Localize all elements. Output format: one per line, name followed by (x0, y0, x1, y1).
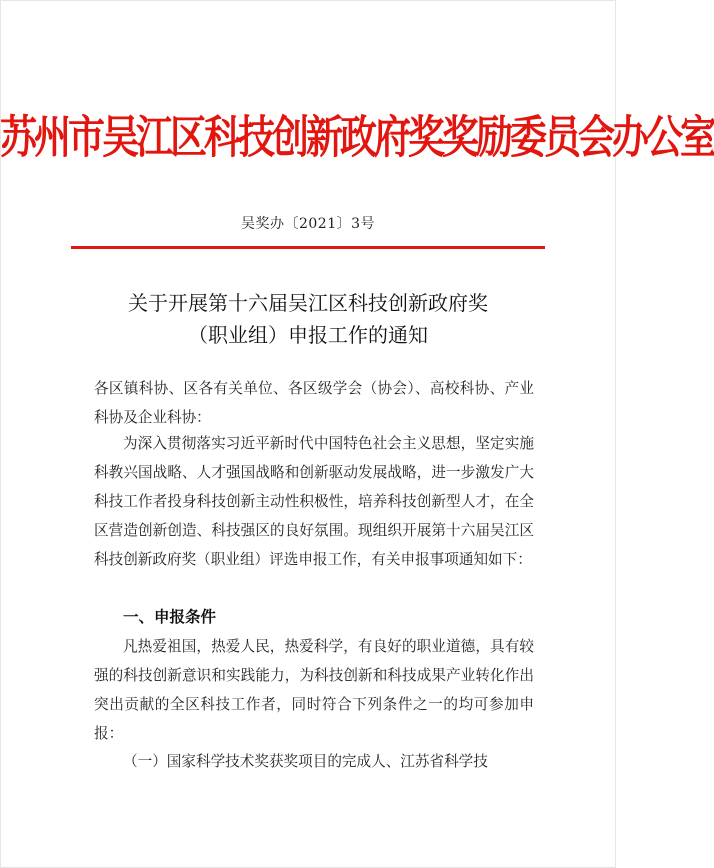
conditions-paragraph: 凡热爱祖国，热爱人民，热爱科学，有良好的职业道德，具有较强的科技创新意识和实践能力，为科技创新和科技成果产业转化作出突出贡献的全区科技工作者，同时符合下列条件之一的均可参加申报： (94, 638, 534, 742)
salutation-paragraph: 各区镇科协、区各有关单位、各区级学会（协会）、高校科协、产业科协及企业科协： (94, 380, 534, 426)
notice-title-line-2: （职业组）申报工作的通知 (188, 323, 428, 347)
document-number: 吴奖办〔2021〕3号 (240, 216, 376, 232)
notice-title-line-1: 关于开展第十六届吴江区科技创新政府奖 (128, 291, 488, 315)
condition-item-1: （一）国家科学技术奖获奖项目的完成人、江苏省科学技 (123, 753, 488, 770)
intro-paragraph: 为深入贯彻落实习近平新时代中国特色社会主义思想，坚定实施科教兴国战略、人才强国战略和创新驱动发展战略，进一步激发广大科技工作者投身科技创新主动性积极性，培养科技创新型人才，在全区营造创新创造、科技强区的良好氛围。现组织开展第十六届吴江区科技创新政府奖（职业组）评选申报工作，有关申报事项通知如下： (94, 435, 534, 568)
section-heading-conditions: 一、申报条件 (123, 608, 217, 626)
red-divider-line (71, 246, 545, 249)
issuing-organization-header: 苏州市吴江区科技创新政府奖奖励委员会办公室 (0, 110, 714, 164)
